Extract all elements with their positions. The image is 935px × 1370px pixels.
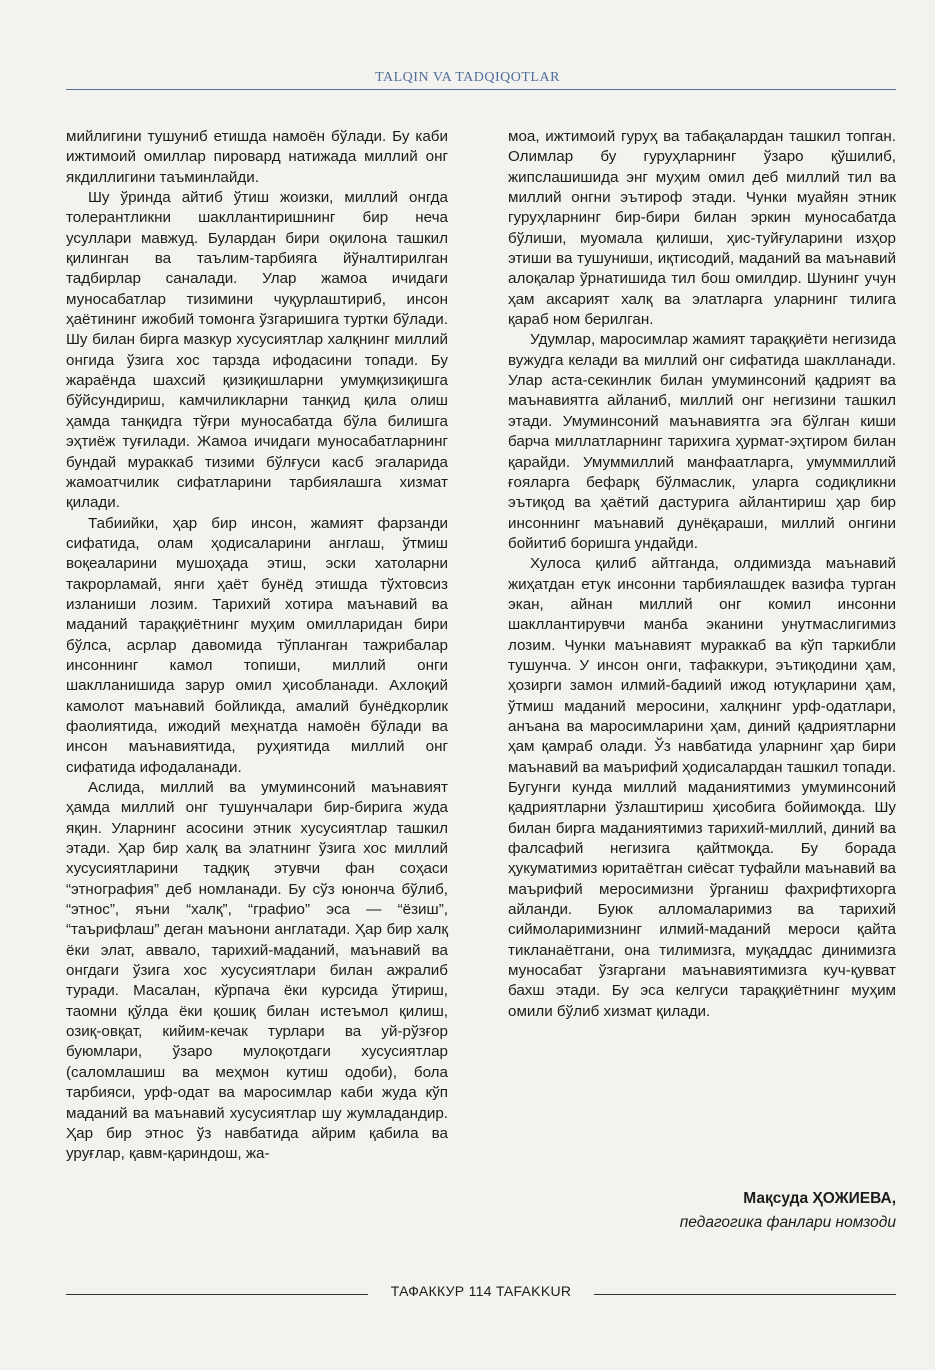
- header-divider: [66, 89, 896, 90]
- footer-page-label: ТАФАККУР 114 TAFAKKUR: [390, 1283, 572, 1299]
- author-signature: [508, 1187, 896, 1235]
- footer-rule-left: [66, 1294, 368, 1295]
- left-column: [66, 127, 448, 1165]
- section-header: TALQIN VA TADQIQOTLAR: [375, 70, 560, 85]
- paragraph: Шу ўринда айтиб ўтиш жоизки, миллий онгда толерантликни шакллантиришнинг бир неча усуллари мавжуд. Булардан бири оқилона ташкил қилинган ва таълим-тарбияга йўналтирилган тадбирлар саналади. Улар жамоа ичидаги муносабатлар тизимини чуқурлаштириб, инсон ҳаётининг ижобий томонга ўзгаришига туртки бўлади. Шу билан бирга мазкур хусусиятлар халқнинг миллий онгида ўзига хос тарзда ифодасини топади. Бу жараёнда шахсий қизиқишларни умумқизиқишга бўйсундириш, камчиликларни танқид қила олиш ҳамда танқидга тўғри муносабатда бўла билишга эҳтиёж туғилади. Жамоа ичидаги муносабатларнинг бундай мураккаб тизими бўлғуси касб эгаларида жамоатчилик сифатларини тарбиялашга хизмат қилади.: [66, 189, 448, 512]
- page-footer: [66, 1283, 896, 1303]
- footer-rule-right: [594, 1294, 896, 1295]
- paragraph: Табиийки, ҳар бир инсон, жамият фарзанди сифатида, олам ҳодисаларини англаш, ўтмиш воқеаларини мушоҳада этиш, эски хатоларни такрорламай, янги ҳаёт бунёд этишда тўхтовсиз изланиши лозим. Тарихий хотира маънавий ва маданий тараққиётнинг муҳим омилларидан бири бўлса, асрлар давомида тўпланган тажрибалар инсоннинг камол топиши, миллий онги шаклланишида зарур омил ҳисобланади. Ахлоқий камолот маънавий бойликда, амалий бунёдкорлик фаолиятида, ижодий меҳнатда намоён бўлади ва инсон маънавиятида, руҳиятида миллий онг сифатида ифодаланади.: [66, 514, 448, 776]
- author-name: Мақсуда ҲОЖИЕВА,: [743, 1190, 896, 1207]
- paragraph: Аслида, миллий ва умуминсоний маънавият ҳамда миллий онг тушунчалари бир-бирига жуда яқин. Уларнинг асосини этник хусусиятлар ташкил этади. Ҳар бир халқ ва элатнинг ўзига хос миллий хусусиятларини тадқиқ этувчи фан соҳаси “этнография” деб номланади. Бу сўз юнонча бўлиб, “этнос”, яъни “халқ”, “графио” эса — “ёзиш”, “таърифлаш” деган маънони англатади. Ҳар бир халқ ёки элат, аввало, тарихий-маданий, маънавий ва онгдаги ўзига хос хусусиятлари билан ажралиб туради. Масалан, кўрпача ёки курсида ўтириш, таомни қўлда ёки қошиқ билан истеъмол қилиш, озиқ-овқат, кийим-кечак турлари ва уй-рўзғор буюмлари, ўзаро мулоқотдаги хусусиятлар (саломлашиш ва меҳмон кутиш одоби), бола тарбияси, урф-одат ва маросимлар каби жуда кўп маданий ва маънавий хусусиятлар шу жумладандир. Ҳар бир этнос ўз навбатида айрим қабила ва уруғлар, қавм-қариндош, жа-: [66, 779, 448, 1163]
- right-column: [508, 127, 896, 1022]
- author-title: педагогика фанлари номзоди: [679, 1214, 896, 1231]
- paragraph: Хулоса қилиб айтганда, олдимизда маънавий жиҳатдан етук инсонни тарбиялашдек вазифа турган экан, айнан миллий онг комил инсонни шакллантирувчи манба эканини унутмаслигимиз лозим. Чунки маънавият мураккаб ва кўп таркибли тушунча. У инсон онги, тафаккури, эътиқодини ҳам, ҳозирги замон илмий-бадиий ижод ютуқларини ҳам, ўтмиш маданий меросини, халқнинг урф-одатлари, анъана ва маросимларини ҳам, диний қадриятларни ҳам қамраб олади. Ўз навбатида уларнинг ҳар бири маънавий ва маърифий ҳодисалардан ташкил топади. Бугунги кунда миллий маданиятимиз умуминсоний қадриятларни ўзлаштириш ҳисобига бойимоқда. Шу билан бирга маданиятимиз тарихий-миллий, диний ва фалсафий негизига қайтмоқда. Бу борада ҳукуматимиз юритаётган сиёсат туфайли маънавий ва маърифий меросимизни ўрганиш фахрифтихорга айланди. Буюк алломаларимиз ва тарихий сиймоларимизнинг илмий-маданий мероси қайта тикланаётгани, она тилимизга, муқаддас динимизга муносабат ўзгаргани маънавиятимизга куч-қувват бахш этади. Бу эса келгуси тараққиётнинг муҳим омили бўлиб хизмат қилади.: [508, 555, 896, 1020]
- paragraph: Удумлар, маросимлар жамият тараққиёти негизида вужудга келади ва миллий онг сифатида шаклланади. Улар аста-секинлик билан умуминсоний қадрият ва маънавиятга айланиб, миллий онг негизини ташкил этади. Умуминсоний маънавиятга эга бўлган киши барча миллатларнинг тарихига ҳурмат-эҳтиром билан қарайди. Умуммиллий манфаатларга, умуммиллий ғояларга бефарқ бўлмаслик, уларга содиқликни эътиқод ва ҳаётий дастурига айлантириш ҳар бир инсоннинг маънавий дунёқараши, миллий онгини бойитиб боришга ундайди.: [508, 331, 896, 552]
- paragraph: мийлигини тушуниб етишда намоён бўлади. Бу каби ижтимоий омиллар пировард натижада миллий онг якдиллигини таъминлайди.: [66, 128, 448, 186]
- paragraph: моа, ижтимоий гуруҳ ва табақалардан ташкил топган. Олимлар бу гуруҳларнинг ўзаро қўшилиб, жипслашишида энг муҳим омил деб миллий тил ва миллий онгни эътироф этади. Чунки муайян этник гуруҳларнинг бир-бири билан эркин муносабатда бўлиши, муомала қилиши, ҳис-туйғуларини изҳор этиши ва тушуниши, иқтисодий, маданий ва маънавий алоқалар ўрнатишида тил бош омилдир. Шунинг учун ҳам аксарият халқ ва элатларга уларнинг тилига қараб ном берилган.: [508, 128, 896, 329]
